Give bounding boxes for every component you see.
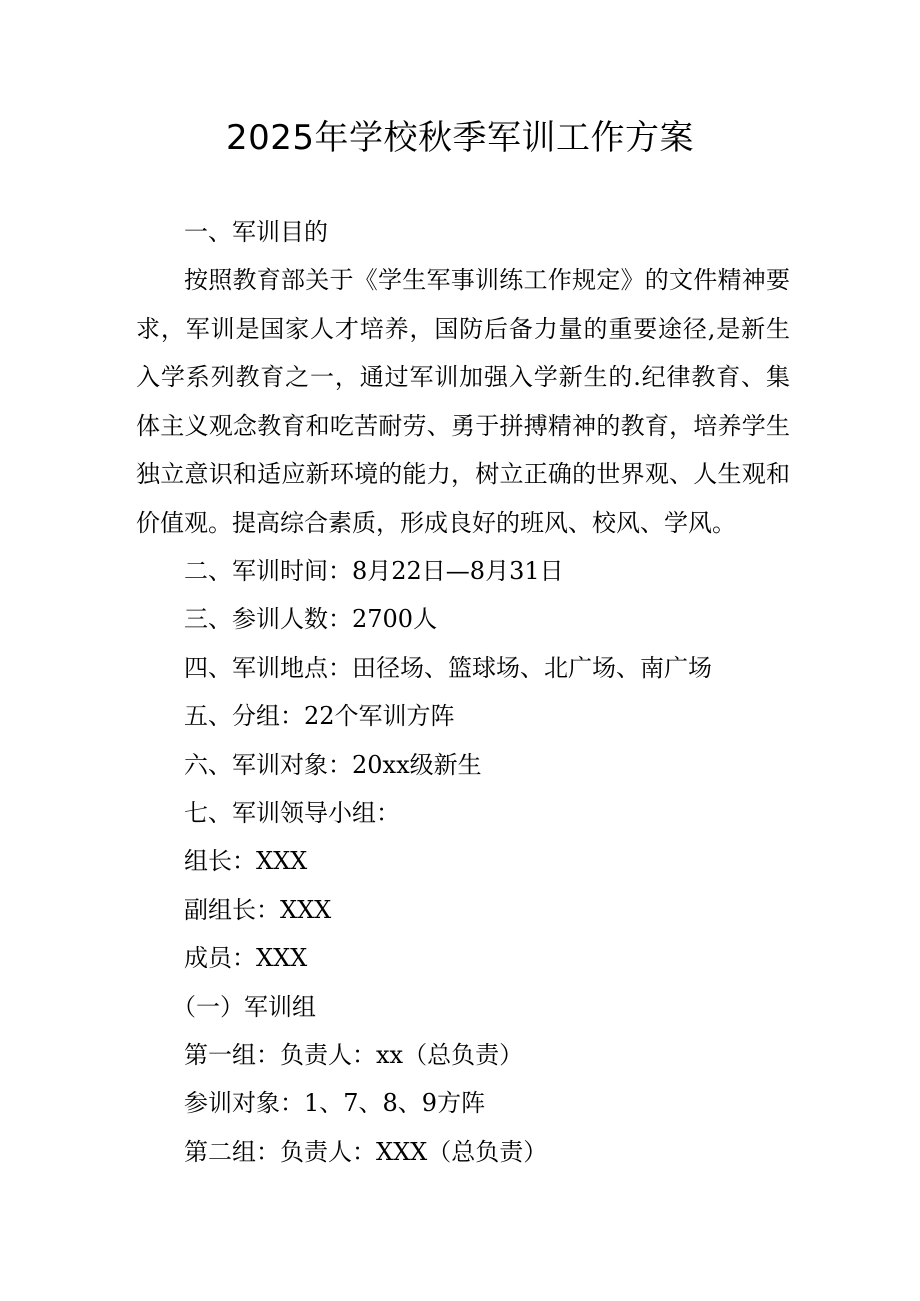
paragraph-line: 按照教育部关于《学生军事训练工作规定》的文件精神要 bbox=[184, 266, 790, 294]
group2-head-line: 第二组：负责人：XXX（总负责） bbox=[184, 1138, 548, 1166]
leader-line: 组长：XXX bbox=[184, 847, 308, 875]
section-participant-count: 三、参训人数：2700人 bbox=[184, 605, 438, 633]
paragraph-line: 求，军训是国家人才培养，国防后备力量的重要途径,是新生 bbox=[136, 315, 790, 343]
members-line: 成员：XXX bbox=[184, 944, 308, 972]
section-training-target: 六、军训对象：20xx级新生 bbox=[184, 751, 482, 779]
deputy-leader-line: 副组长：XXX bbox=[184, 896, 332, 924]
paragraph-line: 入学系列教育之一，通过军训加强入学新生的.纪律教育、集 bbox=[136, 363, 790, 391]
section-leadership-heading: 七、军训领导小组： bbox=[184, 799, 400, 827]
paragraph-line: 独立意识和适应新环境的能力，树立正确的世界观、人生观和 bbox=[136, 460, 790, 488]
section-heading-purpose: 一、军训目的 bbox=[184, 218, 328, 246]
section-training-time: 二、军训时间：8月22日—8月31日 bbox=[184, 557, 564, 585]
section-training-location: 四、军训地点：田径场、篮球场、北广场、南广场 bbox=[184, 654, 712, 682]
group1-targets-line: 参训对象：1、7、8、9方阵 bbox=[184, 1089, 486, 1117]
paragraph-line: 价值观。提高综合素质，形成良好的班风、校风、学风。 bbox=[136, 509, 736, 537]
document-title: 2025年学校秋季军训工作方案 bbox=[225, 118, 695, 158]
group1-head-line: 第一组：负责人：xx（总负责） bbox=[184, 1041, 524, 1069]
paragraph-line: 体主义观念教育和吃苦耐劳、勇于拼搏精神的教育，培养学生 bbox=[136, 412, 790, 440]
subsection-heading-training-group: （一）军训组 bbox=[172, 993, 316, 1021]
section-grouping: 五、分组：22个军训方阵 bbox=[184, 702, 455, 730]
